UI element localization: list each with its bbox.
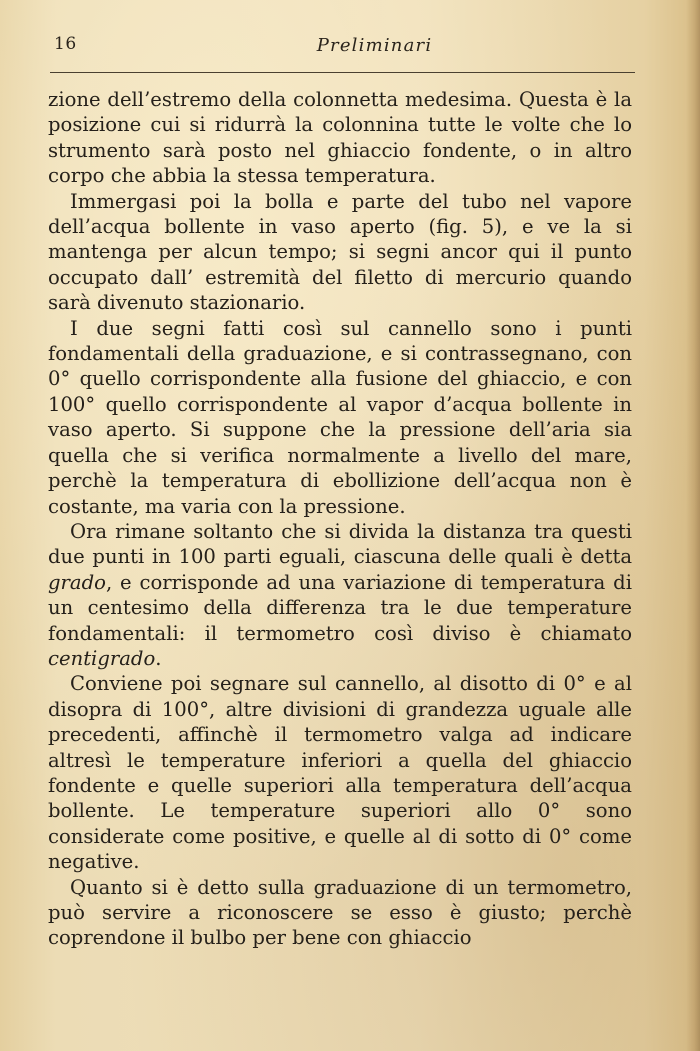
paragraph-4-part-1: Ora rimane soltanto che si divida la distanza tra questi due punti in 100 parti eguali, ciascuna delle quali è detta <box>48 519 632 569</box>
header-rule <box>50 72 635 73</box>
paragraph-3: I due segni fatti così sul cannello sono i punti fondamentali della graduazione, e si contrassegnano, con 0° quello corrispondente alla fusione del ghiaccio, e con 100° quello corrispondente al vapor d’acqua bollente in vaso aperto. Si suppone che la pressione dell’aria sia quella che si verifica normalmente a livello del mare, perchè la temperatura di ebollizione dell’acqua non è costante, ma varia con la pressione. <box>48 316 632 518</box>
paragraph-2: Immergasi poi la bolla e parte del tubo nel vapore dell’acqua bollente in vaso aperto (fig. 5), e ve la si mantenga per alcun tempo; si segni ancor qui il punto occupato dall’ estremità del filetto di mercurio quando sarà divenuto stazionario. <box>48 189 632 315</box>
page-number: 16 <box>54 34 77 54</box>
paragraph-4-part-2: , e corrisponde ad una variazione di temperatura di un centesimo della differenza tra le due temperature fondamentali: il termometro così diviso è chiamato <box>48 570 632 645</box>
paragraph-4-part-3: . <box>155 646 162 670</box>
paragraph-4 <box>48 519 632 671</box>
term-grado: grado <box>48 570 106 594</box>
paragraph-1: zione dell’estremo della colonnetta medesima. Questa è la posizione cui si ridurrà la colonnina tutte le volte che lo strumento sarà posto nel ghiaccio fondente, o in altro corpo che abbia la stessa temperatura. <box>48 88 632 188</box>
page-header <box>52 32 637 62</box>
page-edge-shadow <box>686 0 700 1051</box>
term-centigrado: centigrado <box>48 646 156 670</box>
body-text <box>48 87 632 951</box>
running-head: Preliminari <box>316 35 433 56</box>
paragraph-6: Quanto si è detto sulla graduazione di un termometro, può servire a riconoscere se esso è giusto; perchè coprendone il bulbo per bene con ghiaccio <box>48 875 632 950</box>
paragraph-5: Conviene poi segnare sul cannello, al disotto di 0° e al disopra di 100°, altre divisioni di grandezza uguale alle precedenti, affinchè il termometro valga ad indicare altresì le temperature inferiori a quella del ghiaccio fondente e quelle superiori alla temperatura dell’acqua bollente. Le temperature superiori allo 0° sono considerate come positive, e quelle al di sotto di 0° come negative. <box>48 672 632 874</box>
